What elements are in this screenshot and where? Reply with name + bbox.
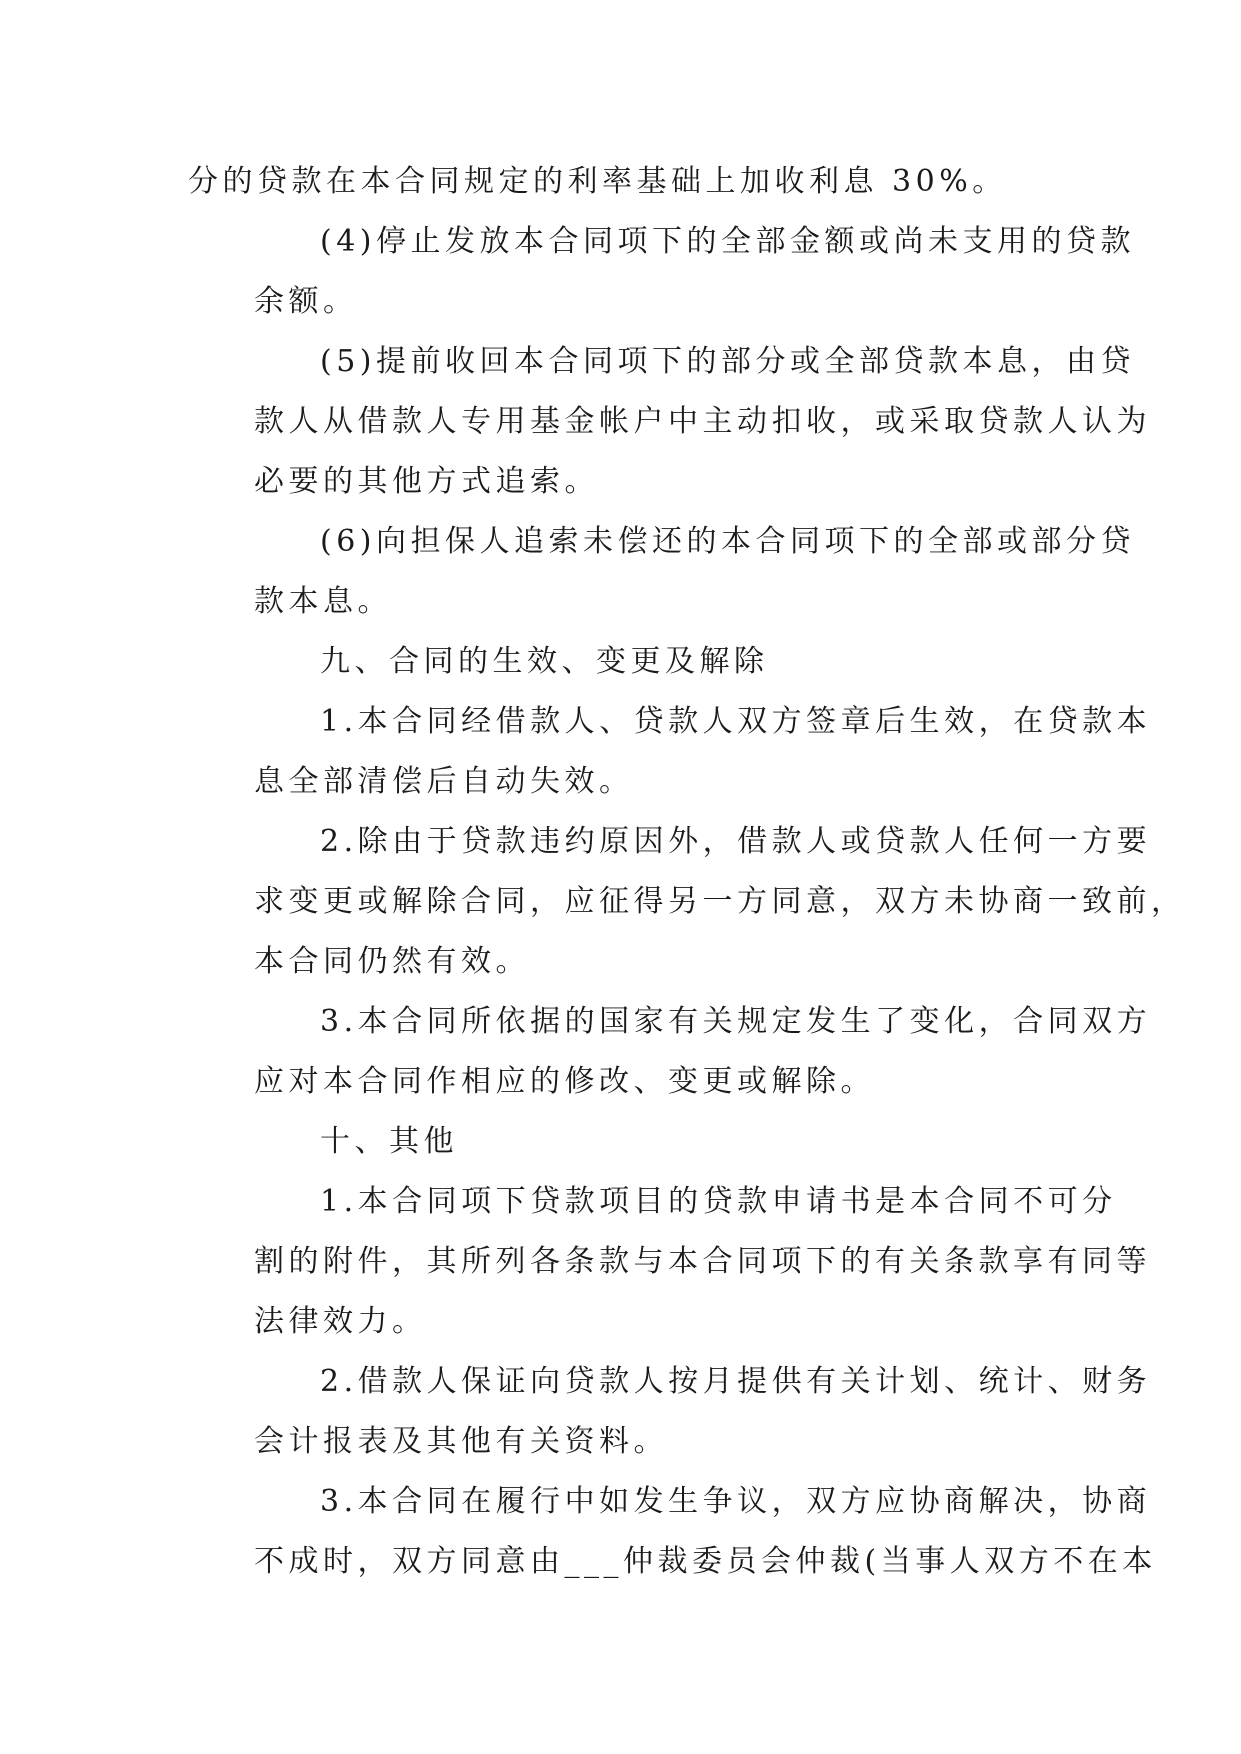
- text-line: 3.本合同所依据的国家有关规定发生了变化，合同双方: [320, 1004, 1152, 1039]
- text-line: 息全部清偿后自动失效。: [254, 764, 634, 799]
- document-body: [188, 152, 1186, 1592]
- paragraph-9-1: [188, 692, 1152, 812]
- paragraph-clause-5: [188, 332, 1151, 512]
- paragraph-interest-surcharge: [188, 152, 1050, 212]
- text-line: 不成时，双方同意由___仲裁委员会仲裁(当事人双方不在本: [254, 1544, 1157, 1579]
- text-line: 应对本合同作相应的修改、变更或解除。: [254, 1064, 875, 1099]
- text-line: 2.除由于贷款违约原因外，借款人或贷款人任何一方要: [320, 824, 1152, 859]
- text-line: 2.借款人保证向贷款人按月提供有关计划、统计、财务: [320, 1364, 1152, 1399]
- text-line: 款本息。: [254, 584, 392, 619]
- paragraph-10-3: [188, 1472, 1157, 1592]
- text-line: (5)提前收回本合同项下的部分或全部贷款本息，由贷: [320, 344, 1135, 379]
- paragraph-clause-4: [188, 212, 1135, 332]
- text-line: 款人从借款人专用基金帐户中主动扣收，或采取贷款人认为: [254, 404, 1151, 439]
- text-line: (6)向担保人追索未偿还的本合同项下的全部或部分贷: [320, 524, 1135, 559]
- paragraph-clause-6: [188, 512, 1135, 632]
- text-line: 本合同仍然有效。: [254, 944, 530, 979]
- text-line: 分的贷款在本合同规定的利率基础上加收利息 30%。: [188, 164, 1007, 199]
- section-heading-10: [188, 1112, 1050, 1172]
- section-heading-9: [188, 632, 1050, 692]
- text-line: (4)停止发放本合同项下的全部金额或尚未支用的贷款: [320, 224, 1135, 259]
- text-line: 必要的其他方式追索。: [254, 464, 599, 499]
- text-line: 求变更或解除合同，应征得另一方同意，双方未协商一致前，: [254, 884, 1186, 919]
- paragraph-9-3: [188, 992, 1152, 1112]
- text-line: 法律效力。: [254, 1304, 427, 1339]
- text-line: 割的附件，其所列各条款与本合同项下的有关条款享有同等: [254, 1244, 1151, 1279]
- paragraph-10-1: [188, 1172, 1151, 1352]
- text-line: 1.本合同项下贷款项目的贷款申请书是本合同不可分: [320, 1184, 1117, 1219]
- text-line: 余额。: [254, 284, 358, 319]
- text-line: 会计报表及其他有关资料。: [254, 1424, 668, 1459]
- section-heading: 九、合同的生效、变更及解除: [320, 644, 769, 679]
- text-line: 3.本合同在履行中如发生争议，双方应协商解决，协商: [320, 1484, 1152, 1519]
- paragraph-10-2: [188, 1352, 1152, 1472]
- paragraph-9-2: [188, 812, 1186, 992]
- text-line: 1.本合同经借款人、贷款人双方签章后生效，在贷款本: [320, 704, 1152, 739]
- section-heading: 十、其他: [320, 1124, 458, 1159]
